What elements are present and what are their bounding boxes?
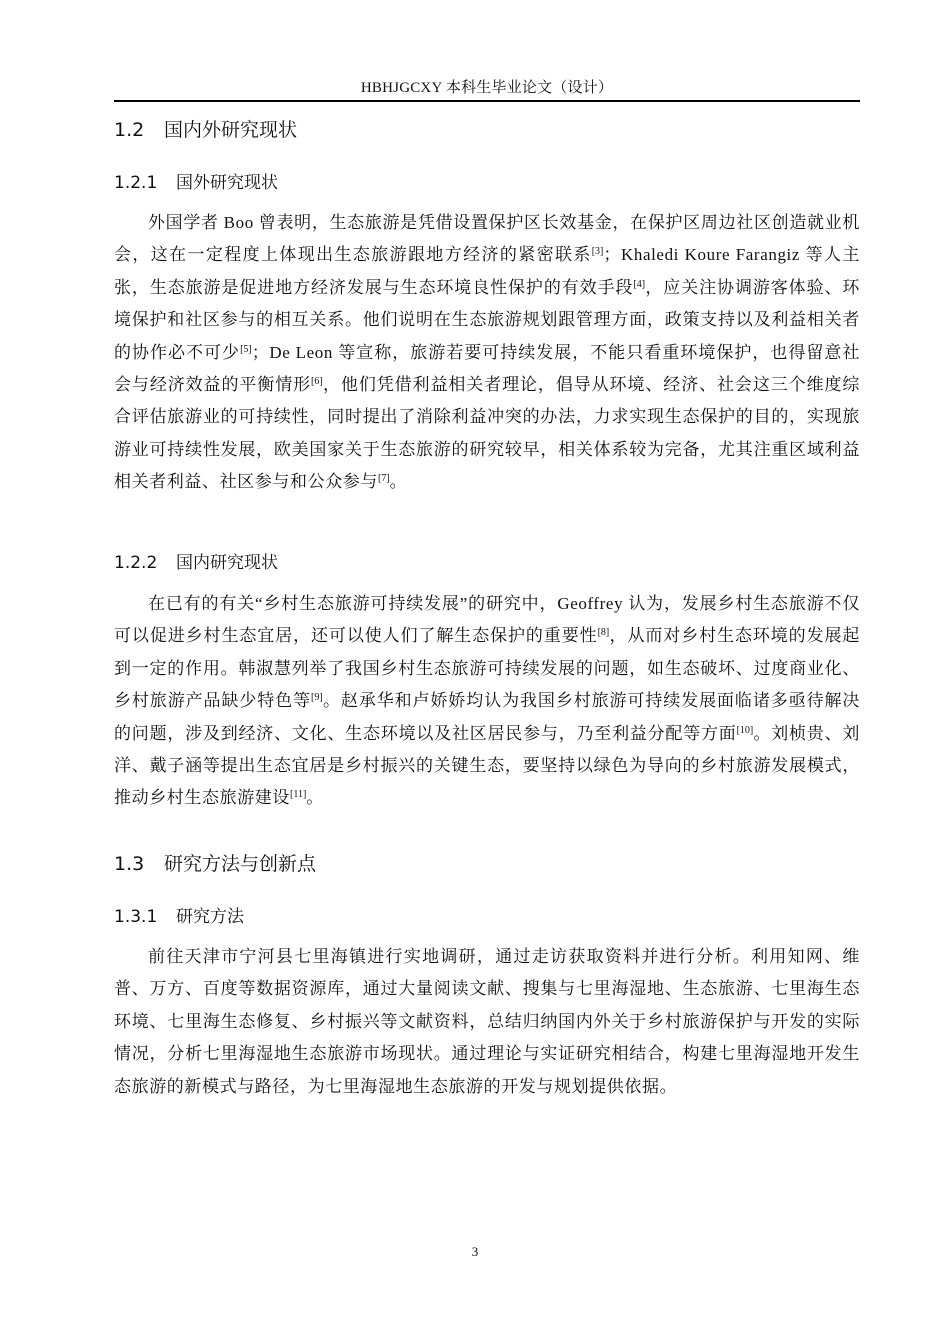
paragraph-text: ，从而对乡村生态环境的发展起到一定的作用。韩淑慧列举了我国乡村生态旅游可持续发展的问题，如生态破坏、过度商业化、乡村旅游产品缺少特色等 xyxy=(114,626,860,711)
paragraph-text: 外国学者 Boo 曾表明，生态旅游是凭借设置保护区长效基金，在保护区周边社区创造就业机会，这在一定程度上体现出生态旅游跟地方经济的紧密联系 xyxy=(114,213,860,265)
header-rule xyxy=(114,100,860,102)
running-header: HBHJGCXY 本科生毕业论文（设计） xyxy=(360,80,614,96)
subsection-number: 1.2.2 xyxy=(114,553,158,573)
citation: [10] xyxy=(736,724,754,736)
subsection-title: 研究方法 xyxy=(176,907,244,927)
paragraph-text: 前往天津市宁河县七里海镇进行实地调研，通过走访获取资料并进行分析。利用知网、维普、万方、百度等数据资源库，通过大量阅读文献、搜集与七里海湿地、生态旅游、七里海生态环境、七里海生态修复、乡村振兴等文献资料，总结归纳国内外关于乡村旅游保护与开发的实际情况，分析七里海湿地生态旅游市场现状。通过理论与实证研究相结合，构建七里海湿地开发生态旅游的新模式与路径，为七里海湿地生态旅游的开发与规划提供依据。 xyxy=(114,947,860,1096)
paragraph-text: 在已有的有关“乡村生态旅游可持续发展”的研究中，Geoffrey 认为，发展乡村生态旅游不仅可以促进乡村生态宜居，还可以使人们了解生态保护的重要性 xyxy=(114,594,860,646)
paragraph-text: ，他们凭借利益相关者理论，倡导从环境、经济、社会这三个维度综合评估旅游业的可持续性，同时提出了消除利益冲突的办法，力求实现生态保护的目的，实现旅游业可持续性发展，欧美国家关于生态旅游的研究较早，相关体系较为完备，尤其注重区域利益相关者利益、社区参与和公众参与 xyxy=(114,375,860,492)
page-number: 3 xyxy=(471,1244,479,1259)
paragraph-text: ；De Leon 等宣称，旅游若要可持续发展，不能只看重环境保护，也得留意社会与经济效益的平衡情形 xyxy=(114,342,860,395)
section-title: 研究方法与创新点 xyxy=(164,853,317,875)
paragraph-foreign-research xyxy=(114,207,860,499)
citation: [4] xyxy=(633,278,646,290)
subsection-heading-1-2-2 xyxy=(114,552,278,574)
paragraph-text: 。 xyxy=(389,472,408,492)
subsection-title: 国内研究现状 xyxy=(176,553,278,573)
subsection-heading-1-2-1 xyxy=(114,172,278,194)
paragraph-text: 。刘桢贵、刘洋、戴子涵等提出生态宜居是乡村振兴的关键生态，要坚持以绿色为导向的乡村旅游发展模式，推动乡村生态旅游建设 xyxy=(114,723,860,808)
citation: [6] xyxy=(311,376,323,388)
subsection-number: 1.2.1 xyxy=(114,173,158,193)
section-heading-1-3 xyxy=(114,852,316,876)
citation: [11] xyxy=(290,789,307,801)
subsection-number: 1.3.1 xyxy=(114,907,158,927)
paragraph-text: ，应关注协调游客体验、环境保护和社区参与的相互关系。他们说明在生态旅游规划跟管理方面，政策支持以及利益相关者的协作必不可少 xyxy=(114,277,861,362)
subsection-heading-1-3-1 xyxy=(114,906,244,928)
citation: [8] xyxy=(597,627,610,639)
paragraph-text: ；Khaledi Koure Farangiz 等人主张，生态旅游是促进地方经济发展与生态环境良性保护的有效手段 xyxy=(114,245,860,297)
paragraph-text: 。赵承华和卢娇娇均认为我国乡村旅游可持续发展面临诸多亟待解决的问题，涉及到经济、文化、生态环境以及社区居民参与，乃至利益分配等方面 xyxy=(114,691,860,743)
citation: [5] xyxy=(240,343,252,355)
citation: [7] xyxy=(378,473,390,485)
section-title: 国内外研究现状 xyxy=(164,119,298,141)
section-heading-1-2 xyxy=(114,118,297,142)
section-number: 1.3 xyxy=(114,853,145,875)
section-number: 1.2 xyxy=(114,119,145,141)
subsection-title: 国外研究现状 xyxy=(176,173,278,193)
paragraph-text: 。 xyxy=(306,788,324,808)
paragraph-research-methods xyxy=(114,941,860,1103)
citation: [3] xyxy=(591,246,604,258)
paragraph-domestic-research xyxy=(114,588,860,815)
citation: [9] xyxy=(311,692,323,704)
